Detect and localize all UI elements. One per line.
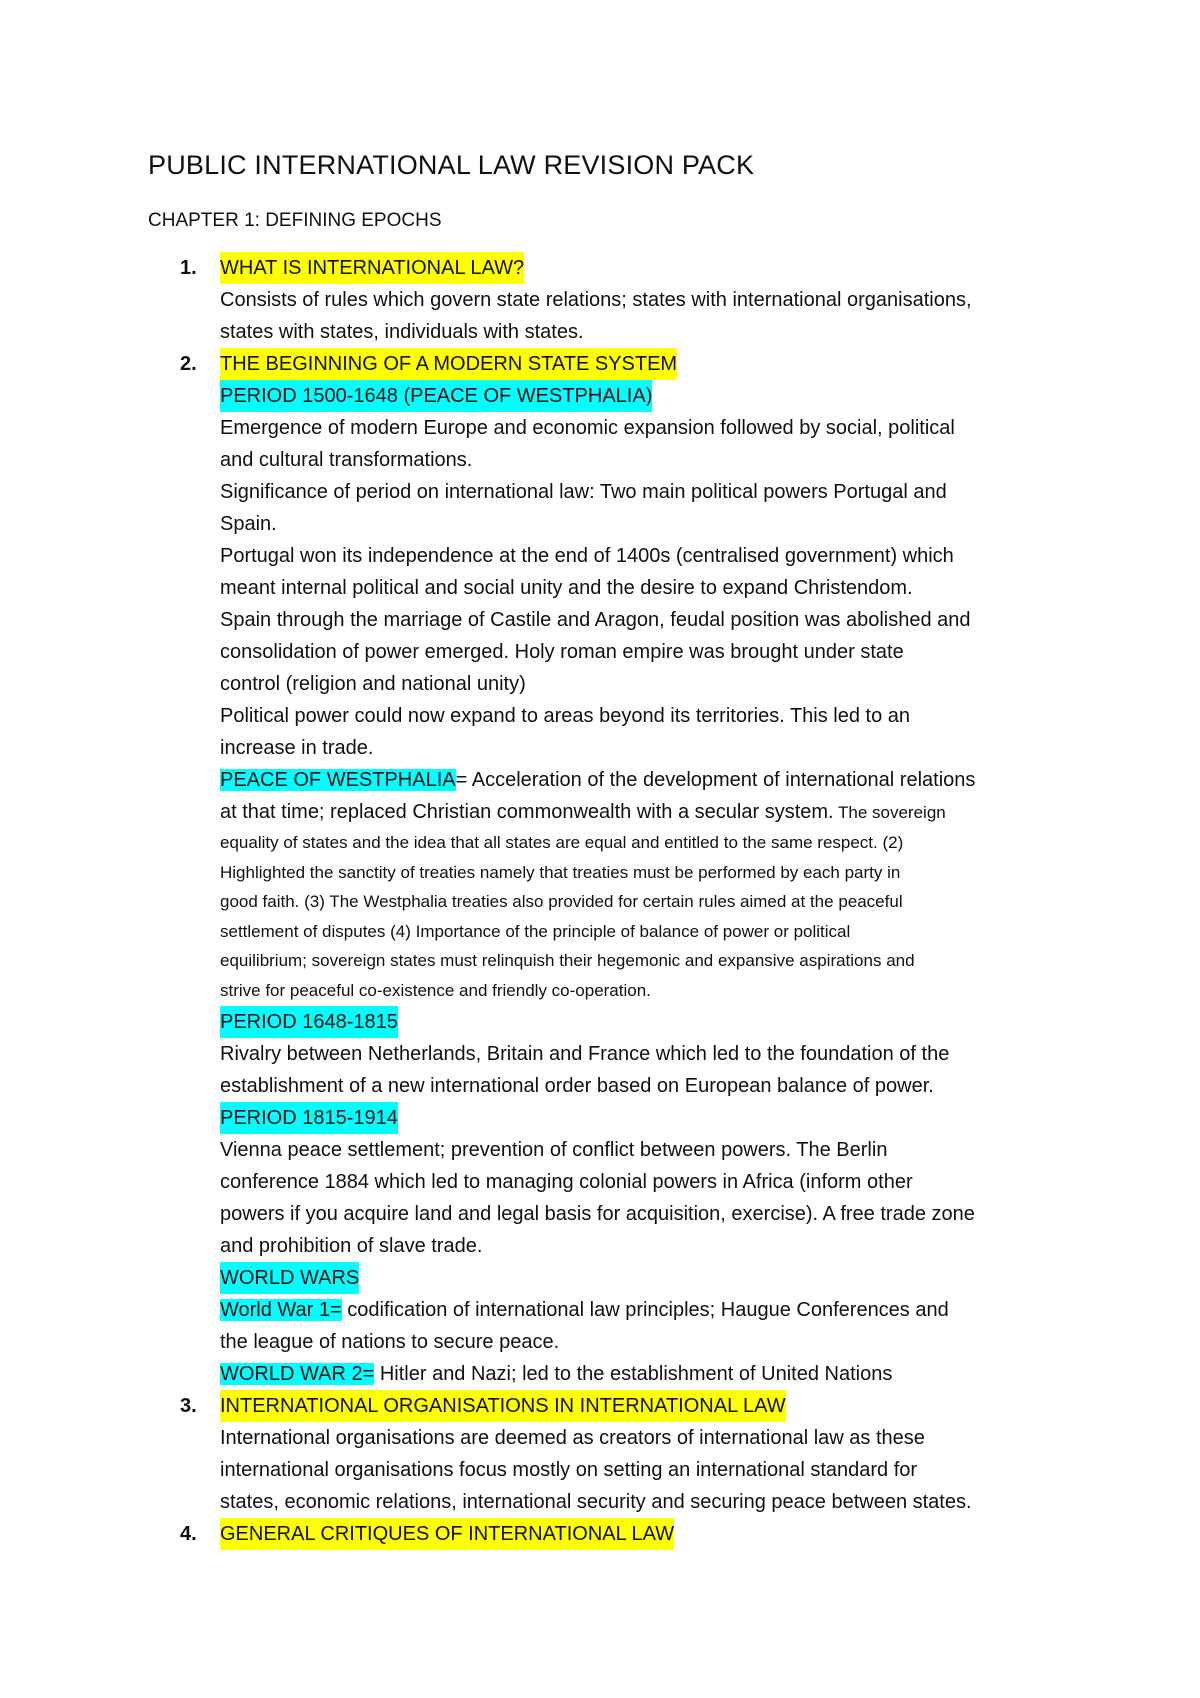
westphalia-description: = Acceleration of the development of international relations — [455, 769, 976, 791]
text-line-small — [148, 917, 1088, 947]
ww1-text — [220, 1294, 949, 1326]
paragraph-text: consolidation of power emerged. Holy roman empire was brought under state — [220, 641, 904, 663]
text-line — [148, 1230, 1088, 1262]
paragraph-text: meant internal political and social unity and the desire to expand Christendom. — [220, 577, 913, 599]
paragraph-text: at that time; replaced Christian commonwealth with a secular system. — [220, 801, 834, 823]
text-line — [148, 1326, 1088, 1358]
text-line — [148, 540, 1088, 572]
section-number: 2. — [180, 353, 197, 375]
text-line — [148, 1166, 1088, 1198]
section-heading: INTERNATIONAL ORGANISATIONS IN INTERNATIONAL LAW — [220, 1390, 786, 1422]
text-line — [148, 284, 1088, 316]
document-title: PUBLIC INTERNATIONAL LAW REVISION PACK — [148, 150, 755, 180]
section-4-heading-line — [148, 1518, 1088, 1550]
text-line — [148, 412, 1088, 444]
text-line — [148, 1422, 1088, 1454]
section-2-heading-line — [148, 348, 1088, 380]
paragraph-text-small: settlement of disputes (4) Importance of the principle of balance of power or political — [220, 921, 851, 941]
paragraph-text: Emergence of modern Europe and economic expansion followed by social, political — [220, 417, 955, 439]
text-line — [148, 1038, 1088, 1070]
ww1-description: codification of international law principles; Haugue Conferences and — [341, 1298, 949, 1321]
ww2-text — [220, 1358, 892, 1390]
text-line-small — [148, 858, 1088, 888]
paragraph-text: Spain. — [220, 513, 277, 535]
paragraph-text: international organisations focus mostly on setting an international standard for — [220, 1458, 918, 1481]
text-line — [148, 572, 1088, 604]
section-heading: THE BEGINNING OF A MODERN STATE SYSTEM — [220, 348, 677, 380]
paragraph-text: Vienna peace settlement; prevention of conflict between powers. The Berlin — [220, 1138, 888, 1161]
ww2-description: Hitler and Nazi; led to the establishment of United Nations — [374, 1362, 893, 1385]
paragraph-text: the league of nations to secure peace. — [220, 1330, 560, 1353]
paragraph-text: and cultural transformations. — [220, 449, 473, 471]
section-heading: GENERAL CRITIQUES OF INTERNATIONAL LAW — [220, 1518, 674, 1550]
text-line-small — [148, 976, 1088, 1006]
paragraph-text: Spain through the marriage of Castile and Aragon, feudal position was abolished and — [220, 609, 971, 631]
paragraph-text: powers if you acquire land and legal basis for acquisition, exercise). A free trade zone — [220, 1202, 975, 1225]
ww2-line — [148, 1358, 1088, 1390]
text-line — [148, 1454, 1088, 1486]
paragraph-text: control (religion and national unity) — [220, 673, 526, 695]
chapter-heading: CHAPTER 1: DEFINING EPOCHS — [148, 210, 442, 231]
section-number: 4. — [180, 1522, 197, 1545]
paragraph-text: Significance of period on international law: Two main political powers Portugal and — [220, 481, 947, 503]
section-1-heading-line — [148, 252, 1088, 284]
period-heading-line — [148, 1006, 1088, 1038]
paragraph-text: Political power could now expand to areas beyond its territories. This led to an — [220, 705, 911, 727]
paragraph-text: and prohibition of slave trade. — [220, 1234, 483, 1257]
paragraph-text: increase in trade. — [220, 737, 374, 759]
text-line — [148, 668, 1088, 700]
paragraph-text-small: The sovereign — [833, 803, 946, 822]
section-heading: WHAT IS INTERNATIONAL LAW? — [220, 252, 524, 284]
period-heading-line — [148, 1102, 1088, 1134]
paragraph-text: establishment of a new international order based on European balance of power. — [220, 1074, 934, 1097]
section-number: 1. — [180, 257, 197, 279]
paragraph-text-small: equilibrium; sovereign states must relinquish their hegemonic and expansive aspirations and — [220, 951, 915, 971]
paragraph-text: Portugal won its independence at the end of 1400s (centralised government) which — [220, 545, 954, 567]
text-line — [148, 700, 1088, 732]
period-heading-line — [148, 1262, 1088, 1294]
paragraph-text-small: Highlighted the sanctity of treaties namely that treaties must be performed by each party in — [220, 862, 901, 882]
ww1-label: World War 1= — [220, 1298, 342, 1321]
text-line — [148, 732, 1088, 764]
paragraph-text-small: strive for peaceful co-existence and friendly co-operation. — [220, 980, 651, 1000]
text-line — [148, 1070, 1088, 1102]
paragraph-text: states with states, individuals with states. — [220, 321, 584, 343]
westphalia-line-2 — [148, 796, 1088, 828]
text-line — [148, 1486, 1088, 1518]
westphalia-line — [148, 764, 1088, 796]
period-heading: PERIOD 1648-1815 — [220, 1006, 398, 1038]
text-line-small — [148, 828, 1088, 858]
paragraph-text: International organisations are deemed as creators of international law as these — [220, 1426, 925, 1449]
section-3-heading-line — [148, 1390, 1088, 1422]
westphalia-text — [220, 764, 975, 796]
text-line-small — [148, 946, 1088, 976]
document-body — [148, 252, 1088, 1550]
text-line — [148, 604, 1088, 636]
ww1-line — [148, 1294, 1088, 1326]
paragraph-text: conference 1884 which led to managing colonial powers in Africa (inform other — [220, 1170, 913, 1193]
text-line — [148, 1198, 1088, 1230]
text-line — [148, 636, 1088, 668]
world-wars-heading: WORLD WARS — [220, 1262, 359, 1294]
text-line — [148, 444, 1088, 476]
westphalia-text — [220, 796, 946, 829]
text-line — [148, 316, 1088, 348]
paragraph-text: Consists of rules which govern state relations; states with international organisations, — [220, 289, 972, 311]
text-line — [148, 1134, 1088, 1166]
period-heading: PERIOD 1500-1648 (PEACE OF WESTPHALIA) — [220, 380, 652, 412]
period-heading-line — [148, 380, 1088, 412]
ww2-label: WORLD WAR 2= — [220, 1362, 375, 1385]
text-line — [148, 476, 1088, 508]
paragraph-text-small: good faith. (3) The Westphalia treaties also provided for certain rules aimed at the peaceful — [220, 892, 903, 912]
paragraph-text: states, economic relations, international security and securing peace between states. — [220, 1490, 972, 1513]
text-line — [148, 508, 1088, 540]
text-line-small — [148, 887, 1088, 917]
westphalia-label: PEACE OF WESTPHALIA — [220, 769, 456, 791]
paragraph-text: Rivalry between Netherlands, Britain and France which led to the foundation of the — [220, 1042, 950, 1065]
section-number: 3. — [180, 1394, 197, 1417]
paragraph-text-small: equality of states and the idea that all states are equal and entitled to the same respect. (2) — [220, 833, 904, 852]
period-heading: PERIOD 1815-1914 — [220, 1102, 398, 1134]
